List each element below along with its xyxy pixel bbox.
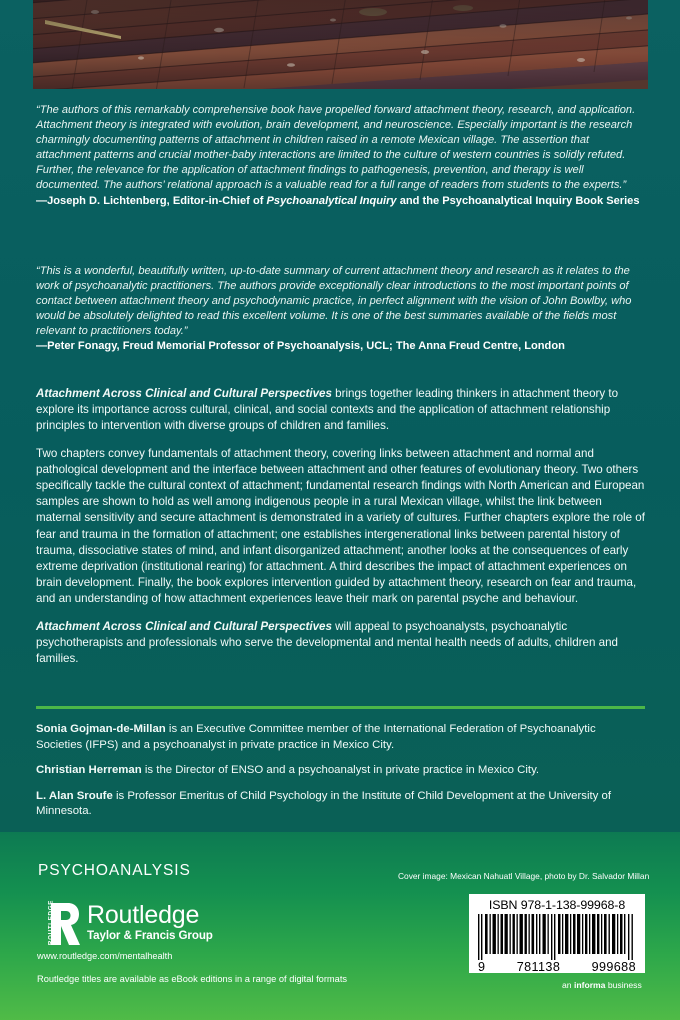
informa-business-label	[562, 980, 642, 990]
endorsement-1	[36, 103, 645, 209]
cover-image-credit: Cover image: Mexican Nahuatl Village, photo by Dr. Salvador Millan	[398, 871, 650, 881]
routledge-name: Routledge	[87, 901, 200, 929]
author-name-2: Christian Herreman	[36, 764, 142, 777]
description-paragraph-1-rest: brings together leading thinkers in attachment theory to explore its importance across cultural, clinical, and social contexts and the application of attachment relationship principles to intervention with diverse groups of children and families.	[36, 387, 619, 433]
barcode-digit-mid: 781138	[516, 960, 561, 974]
roof-tiles-illustration	[33, 0, 648, 89]
author-bio-2	[36, 763, 645, 779]
routledge-logo[interactable]	[37, 901, 247, 947]
endorsement-1-attribution-post: and the Psychoanalytical Inquiry Book Series	[396, 194, 640, 207]
barcode-digit-left: 9	[478, 960, 486, 974]
endorsement-2-quote: “This is a wonderful, beautifully written, up-to-date summary of current attachment theory and research as it relates to the work of psychoanalytic practitioners. The authors provide exceptionally clear introductions to the most important points of contact between attachment theory and psychodynamic practice, in perfect alignment with the vision of John Bowlby, who would be absolutely delighted to read this excellent volume. It is one of the best summaries available of the fields most relevant to practitioners today.”	[36, 265, 632, 338]
description-paragraph-2: Two chapters convey fundamentals of attachment theory, covering links between attachment and normal and pathological development and the interface between attachment and other features of evolutionary theory. Two others specifically tackle the cultural context of attachment; fundamental research findings with North American and European samples are shown to hold as well among indigenous people in a rural Mexican village, whilst the link between maternal sensitivity and secure attachment is demonstrated in a variety of cultures. Further chapters explore the role of fear and trauma in the formation of attachment; one establishes intergenerational links between parental history of trauma, dissociative states of mind, and infant disorganized attachment; another looks at the consequences of early extreme deprivation (institutional rearing) for attachment. A third describes the impact of attachment experiences on brain development. Finally, the book explores intervention guided by attachment theory, research on fear and trauma, and an understanding of how attachment experiences leave their mark on parental psyche and behaviour.	[36, 446, 645, 606]
subject-category-label: PSYCHOANALYSIS	[38, 862, 191, 879]
cover-photo-roof-tiles	[33, 0, 648, 89]
endorsement-2	[36, 264, 645, 355]
author-bio-1	[36, 722, 645, 753]
routledge-url[interactable]: www.routledge.com/mentalhealth	[37, 951, 173, 961]
informa-brand: informa	[573, 980, 606, 990]
endorsement-1-attribution	[36, 194, 645, 209]
routledge-vertical-wordmark: ROUTLEDGE	[47, 899, 55, 946]
endorsement-2-attribution-pre: —Peter Fonagy, Freud Memorial Professor of Psychoanalysis, UCL; The Anna Freud Centre, London	[36, 340, 565, 353]
book-title-inline-1: Attachment Across Clinical and Cultural Perspectives	[36, 387, 332, 400]
ebook-availability-note: Routledge titles are available as eBook editions in a range of digital formats	[37, 974, 348, 984]
endorsement-2-attribution	[36, 339, 645, 354]
endorsement-1-quote: “The authors of this remarkably comprehensive book have propelled forward attachment theory, research, and application. Attachment theory is integrated with evolution, brain development, and neuroscience. Especially important is the research charmingly documenting patterns of attachment in children raised in a remote Mexican village. The assertion that attachment patterns and crucial mother-baby interactions are limited to the culture of western countries is solidly refuted. Further, the relevance for the application of attachment findings to pathogenesis, prevention, and therapy is well documented. The authors’ relational approach is a valuable read for a full range of readers from students to the experts.”	[36, 104, 636, 192]
author-name-3: L. Alan Sroufe	[36, 789, 113, 802]
author-bio-text-2: is the Director of ENSO and a psychoanalyst in private practice in Mexico City.	[141, 764, 540, 777]
barcode-bars	[478, 914, 636, 960]
book-title-inline-2: Attachment Across Clinical and Cultural Perspectives	[36, 619, 332, 633]
routledge-r-mark-icon	[37, 901, 81, 947]
author-bio-text-3: is Professor Emeritus of Child Psychology in the Institute of Child Development at the University of Minnesota.	[36, 789, 612, 818]
routledge-wordmark-block	[87, 902, 213, 943]
author-bio-3	[36, 789, 645, 820]
section-divider-rule	[36, 706, 645, 709]
author-bios	[36, 722, 645, 830]
description-paragraph-3-rest: will appeal to psychoanalysts, psychoanalytic psychotherapists and professionals who serve the developmental and mental health needs of adults, children and families.	[36, 619, 618, 666]
author-bio-text-1: is an Executive Committee member of the International Federation of Psychoanalytic Societies (IFPS) and a psychoanalyst in private practice in Mexico City.	[36, 723, 596, 751]
informa-pre: an	[562, 980, 574, 990]
description-paragraph-1	[36, 386, 645, 435]
isbn-number: ISBN 978-1-138-99968-8	[488, 898, 626, 912]
isbn-barcode-block	[469, 894, 645, 973]
routledge-r-glyph-icon	[37, 901, 81, 947]
book-description	[36, 386, 645, 678]
routledge-subtitle: Taylor & Francis Group	[87, 929, 213, 942]
description-paragraph-3	[36, 619, 645, 668]
informa-post: business	[605, 980, 642, 990]
barcode-digits	[478, 960, 636, 974]
barcode-digit-right: 999688	[591, 960, 636, 974]
author-name-1: Sonia Gojman-de-Millan	[36, 723, 166, 735]
endorsement-1-attribution-italic: Psychoanalytical Inquiry	[266, 194, 397, 207]
endorsement-1-attribution-pre: —Joseph D. Lichtenberg, Editor-in-Chief of	[36, 194, 267, 207]
